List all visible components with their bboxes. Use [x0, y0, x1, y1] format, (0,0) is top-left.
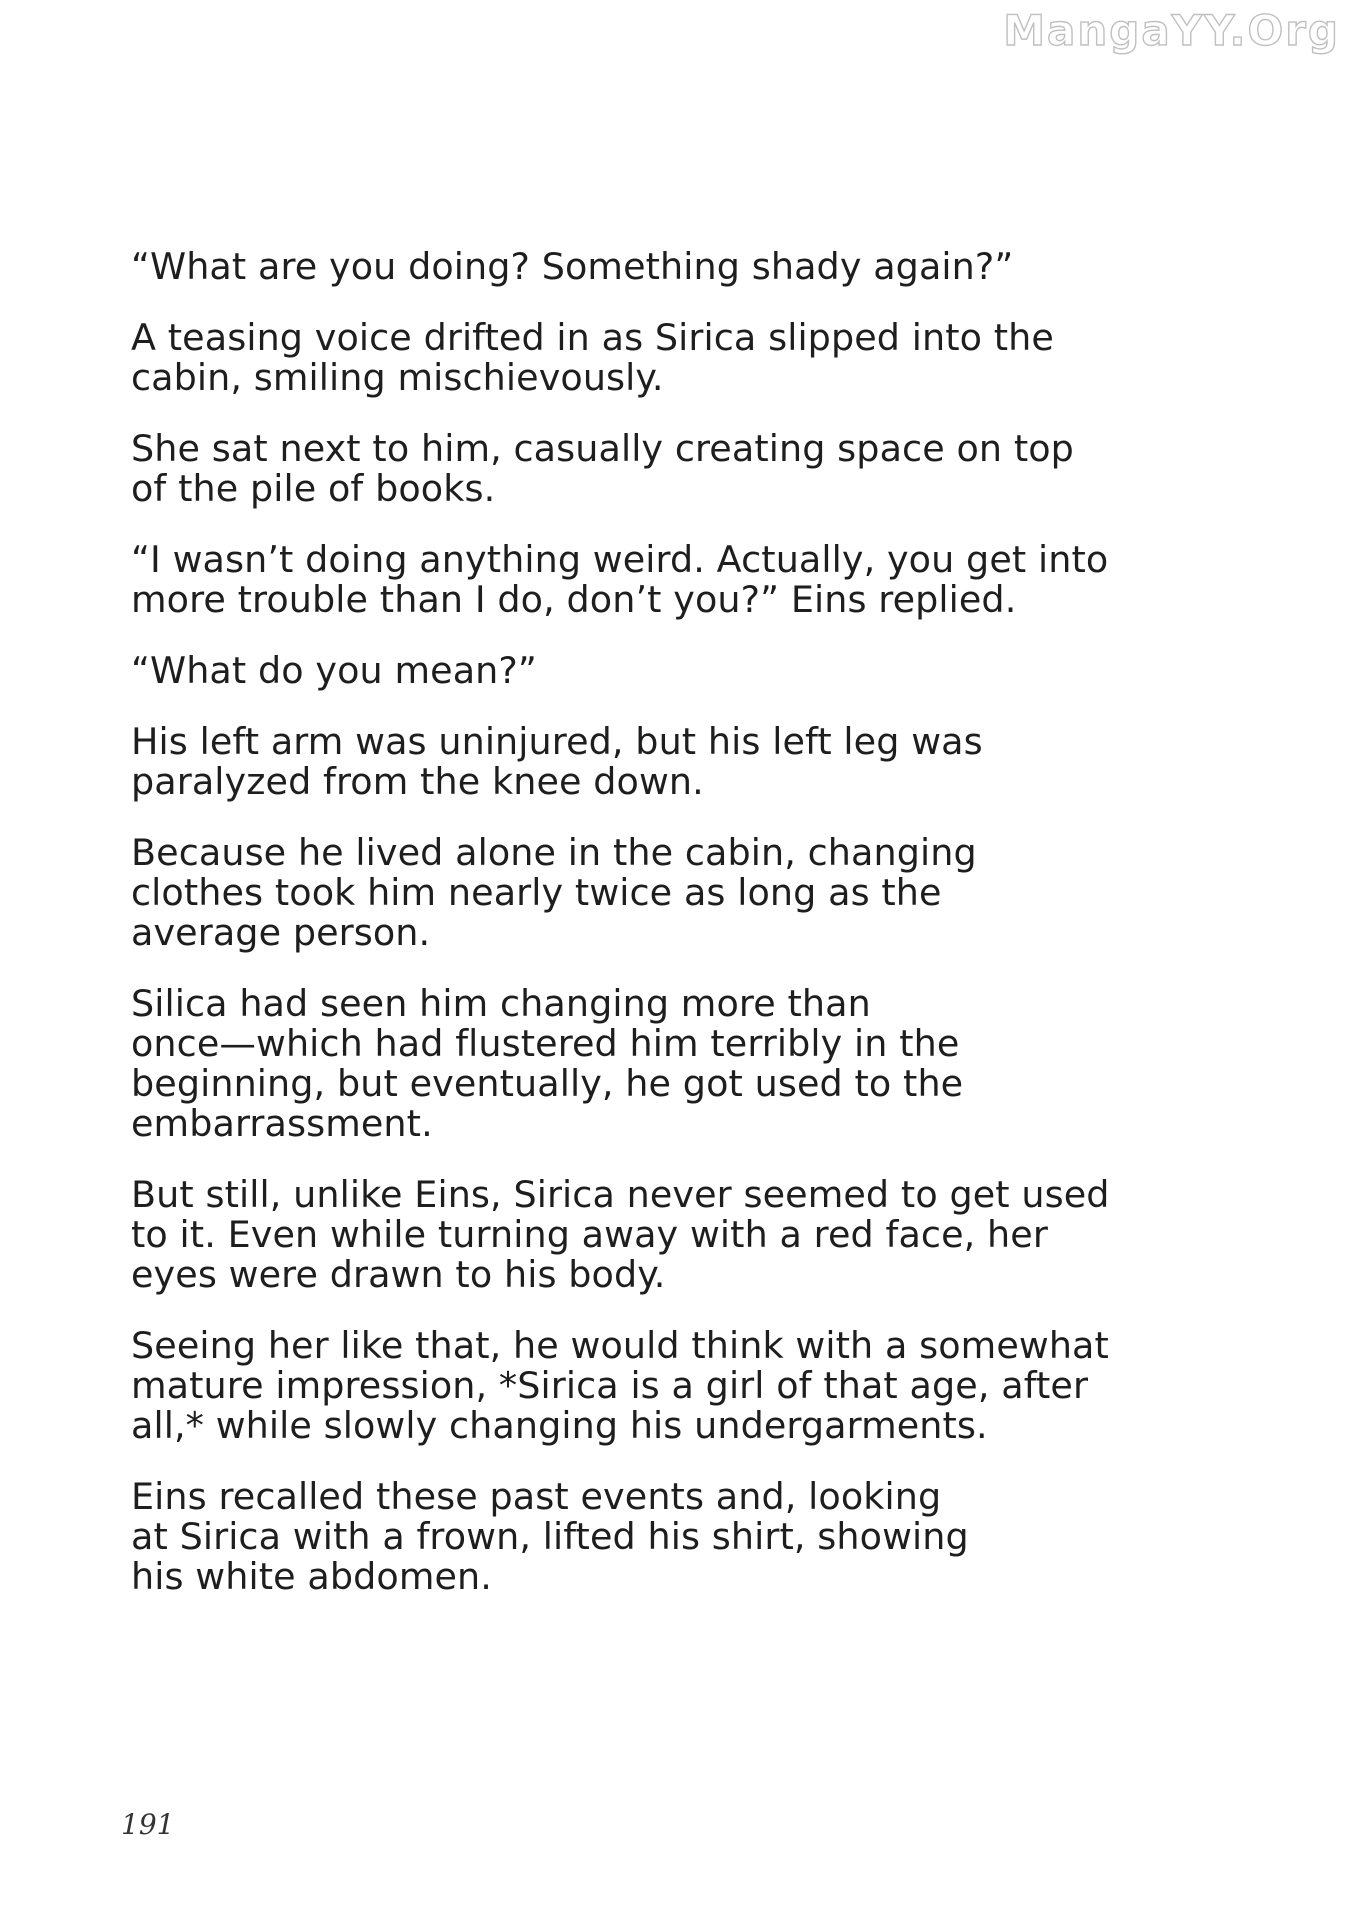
- body-text: [131, 247, 1141, 1628]
- paragraph: “I wasn’t doing anything weird. Actually, you get into more trouble than I do, don’t you?” Eins replied.: [131, 538, 1109, 621]
- paragraph: His left arm was uninjured, but his left leg was paralyzed from the knee down.: [131, 720, 983, 803]
- paragraph: “What are you doing? Something shady again?”: [131, 245, 1014, 288]
- paragraph: She sat next to him, casually creating space on top of the pile of books.: [131, 427, 1074, 510]
- paragraph: Eins recalled these past events and, looking at Sirica with a frown, lifted his shirt, showing his white abdomen.: [131, 1475, 969, 1598]
- watermark-logo: MangaYY.Org: [1003, 6, 1340, 55]
- paragraph: Silica had seen him changing more than once—which had flustered him terribly in the beginning, but eventually, he got used to the embarrassment.: [131, 982, 964, 1145]
- paragraph: A teasing voice drifted in as Sirica slipped into the cabin, smiling mischievously.: [131, 316, 1054, 399]
- paragraph: But still, unlike Eins, Sirica never seemed to get used to it. Even while turning away with a red face, her eyes were drawn to his body.: [131, 1173, 1110, 1296]
- paragraph: Seeing her like that, he would think with a somewhat mature impression, *Sirica is a girl of that age, after all,* while slowly changing his undergarments.: [131, 1324, 1109, 1447]
- paragraph: Because he lived alone in the cabin, changing clothes took him nearly twice as long as the average person.: [131, 831, 977, 954]
- paragraph: “What do you mean?”: [131, 649, 537, 692]
- page-number: 191: [121, 1808, 175, 1841]
